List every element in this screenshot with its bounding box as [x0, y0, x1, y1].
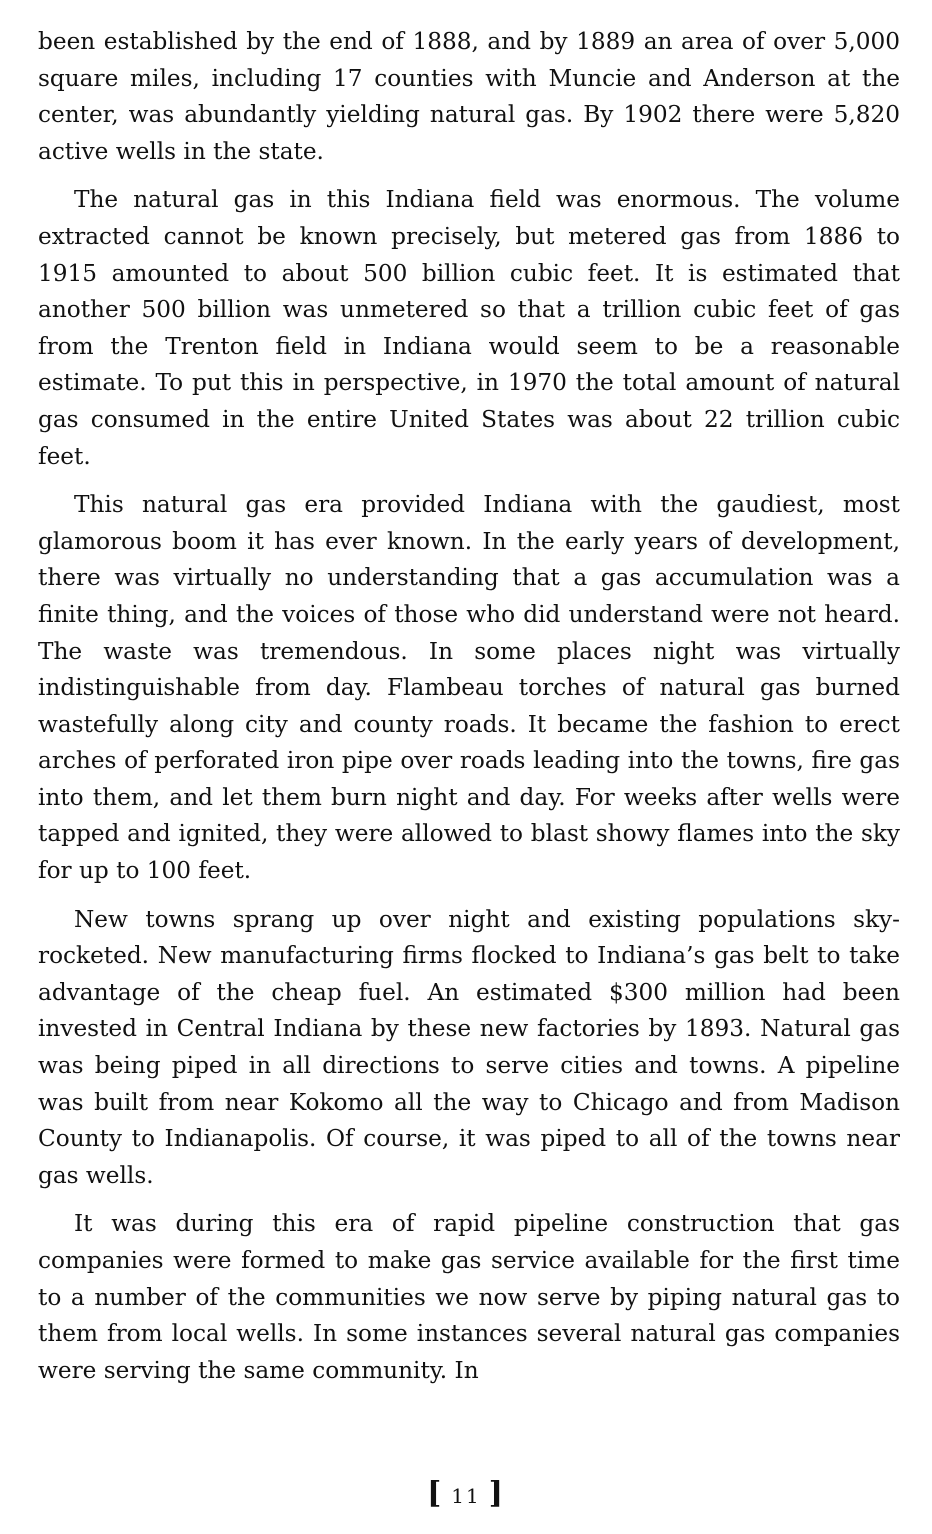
page-body [38, 24, 900, 1401]
paragraph-5: It was during this era of rapid pipeline construction that gas companies were formed to make gas service available for the first time to a number of the communities we now serve by piping natural gas to them from local wells. In some instances several natural gas companies were serving the same community. In [38, 1210, 900, 1384]
left-bracket: [ [427, 1476, 444, 1511]
paragraph-4: New towns sprang up over night and existing populations skyrocketed. New manufacturing firms flocked to Indiana’s gas belt to take advantage of the cheap fuel. An estimated $300 million had been invested in Central Indiana by these new factories by 1893. Natural gas was being piped in all directions to serve cities and towns. A pipeline was built from near Kokomo all the way to Chicago and from Madison County to Indianapolis. Of course, it was piped to all of the towns near gas wells. [38, 905, 900, 1189]
paragraph-1: been established by the end of 1888, and by 1889 an area of over 5,000 square miles, including 17 counties with Muncie and Anderson at the center, was abundantly yielding natural gas. By 1902 there were 5,820 active wells in the state. [38, 28, 900, 165]
paragraph-3: This natural gas era provided Indiana with the gaudiest, most glamorous boom it has ever known. In the early years of development, there was virtually no understanding that a gas accumulation was a finite thing, and the voices of those who did understand were not heard. The waste was tremendous. In some places night was virtually indistinguishable from day. Flambeau torches of natural gas burned wastefully along city and county roads. It became the fashion to erect arches of perforated iron pipe over roads leading into the towns, fire gas into them, and let them burn night and day. For weeks after wells were tapped and ignited, they were allowed to blast showy flames into the sky for up to 100 feet. [38, 491, 900, 885]
paragraph-2: The natural gas in this Indiana field was enormous. The volume extracted cannot be known precisely, but metered gas from 1886 to 1915 amounted to about 500 billion cubic feet. It is estimated that another 500 billion was unmetered so that a trillion cubic feet of gas from the Trenton field in Indiana would seem to be a reasonable estimate. To put this in perspective, in 1970 the total amount of natural gas consumed in the entire United States was about 22 trillion cubic feet. [38, 186, 900, 470]
page-number-footer [0, 1476, 932, 1511]
page-number: 11 [451, 1484, 481, 1508]
right-bracket: ] [488, 1476, 505, 1511]
